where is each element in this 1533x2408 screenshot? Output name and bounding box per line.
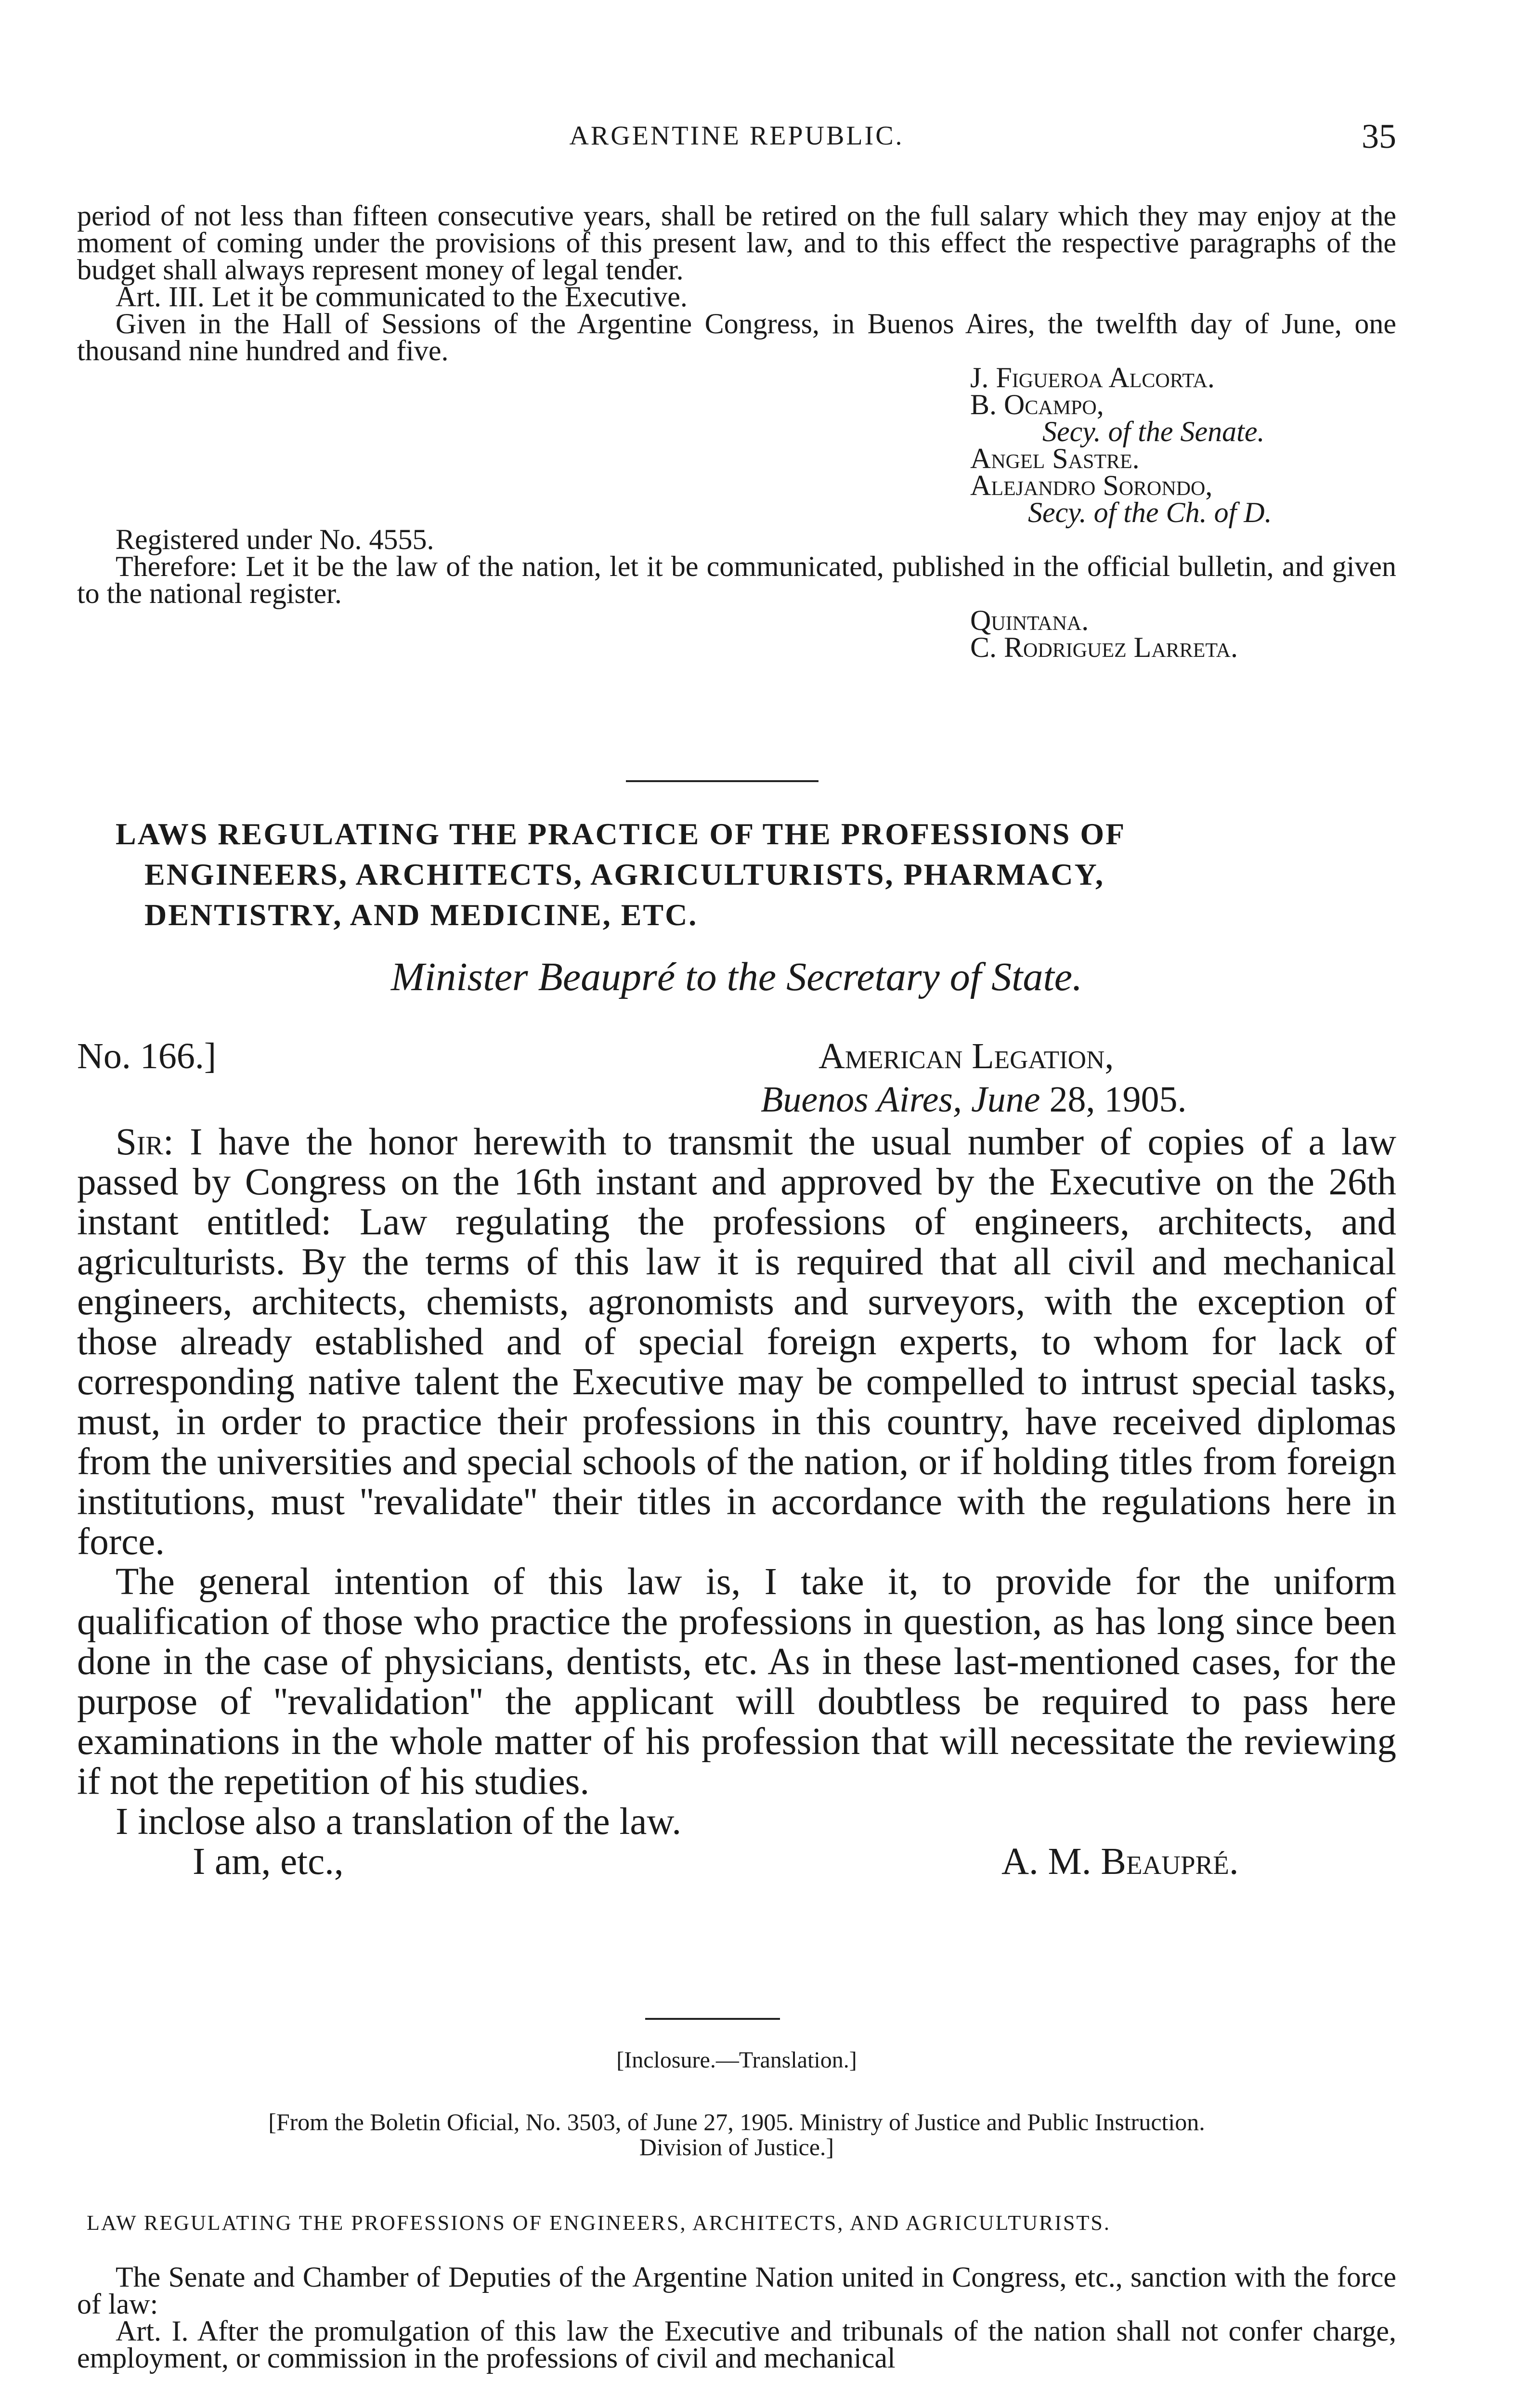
signer: A. M. Beaupré. — [1001, 1841, 1239, 1883]
document-page — [77, 0, 1396, 2408]
law-title: LAW REGULATING THE PROFESSIONS OF ENGINEERS, ARCHITECTS, AND AGRICULTURISTS. — [87, 2211, 1111, 2235]
law-body — [77, 2261, 1396, 2374]
date-number: 28, 1905. — [1049, 1079, 1187, 1120]
previous-law-conclusion — [77, 202, 1396, 661]
signature-sorondo: Alejandro Sorondo, — [970, 470, 1213, 501]
running-header — [77, 117, 1396, 159]
heading-line-2: ENGINEERS, ARCHITECTS, AGRICULTURISTS, PHARMACY, — [144, 857, 1104, 891]
inclosure-divider — [645, 2018, 780, 2020]
letter-body — [77, 1122, 1396, 1885]
legation-name: American Legation, — [818, 1036, 1114, 1076]
heading-line-3: DENTISTRY, AND MEDICINE, ETC. — [144, 898, 698, 932]
section-heading — [116, 814, 1387, 935]
letter-subtitle: Minister Beaupré to the Secretary of State. — [390, 955, 1083, 999]
paragraph-1-text: I have the honor herewith to transmit the usual number of copies of a law passed by Congress on the 16th instant and approved by the Executive on the 26th instant entitled: Law regulating the professions of engineers, architects, and agriculturists. By the terms of this law it is required that all civil and mechanical engineers, architects, chemists, agronomists and surveyors, with the exception of those already established and of special foreign experts, to whom for lack of corresponding native talent the Executive may be compelled to intrust special tasks, must, in order to practice their professions in this country, have received diplomas from the universities and special schools of the nation, or if holding titles from foreign institutions, must ''revalidate'' their titles in accordance with the regulations here in force. — [77, 1121, 1396, 1563]
letter-dateline — [77, 1035, 1396, 1122]
registered-note: Registered under No. 4555. — [116, 523, 434, 555]
place-and-date — [761, 1079, 1186, 1121]
article-three: Art. III. Let it be communicated to the Executive. — [116, 281, 688, 313]
signature-sastre: Angel Sastre. — [970, 443, 1140, 474]
closing-row — [77, 1842, 1396, 1885]
signature-figueroa: J. Figueroa Alcorta. — [970, 362, 1215, 393]
signature-title-senate: Secy. of the Senate. — [1042, 416, 1265, 447]
signature-title-chamber: Secy. of the Ch. of D. — [1028, 497, 1272, 528]
signature-larreta: C. Rodriguez Larreta. — [970, 631, 1238, 663]
letter-paragraph-1 — [77, 1122, 1396, 1562]
therefore-clause: Therefore: Let it be the law of the nation, let it be communicated, published in the official bulletin, and given to the national register. — [77, 550, 1396, 609]
given-clause: Given in the Hall of Sessions of the Argentine Congress, in Buenos Aires, the twelfth day of June, one thousand nine hundred and five. — [77, 308, 1396, 366]
letter-paragraph-3: I inclose also a translation of the law. — [116, 1801, 682, 1843]
source-line-2: Division of Justice.] — [639, 2133, 834, 2160]
law-preamble: The Senate and Chamber of Deputies of the Argentine Nation united in Congress, etc., sanction with the force of law: — [77, 2261, 1396, 2320]
page-number: 35 — [1362, 117, 1396, 156]
running-title: ARGENTINE REPUBLIC. — [569, 121, 904, 151]
source-note — [77, 2109, 1396, 2159]
congress-signatures — [970, 364, 1396, 526]
signature-ocampo: B. Ocampo, — [970, 389, 1104, 420]
letter-paragraph-2: The general intention of this law is, I take it, to provide for the uniform qualification of those who practice the professions in question, as has long since been done in the case of physicians, dentists, etc. As in these last-mentioned cases, for the purpose of ''revalidation'' the applicant will doubtless be required to pass here examinations in the whole matter of his profession that will necessitate the reviewing if not the repetition of his studies. — [77, 1561, 1396, 1803]
source-line-1: [From the Boletin Oficial, No. 3503, of June 27, 1905. Ministry of Justice and Public Instruction. — [268, 2108, 1205, 2135]
inclosure-label: [Inclosure.—Translation.] — [616, 2047, 857, 2073]
letter-number: No. 166.] — [77, 1036, 217, 1076]
paragraph-retirement: period of not less than fifteen consecutive years, shall be retired on the full salary which they may enjoy at the moment of coming under the provisions of this present law, and to this effect the respective paragraphs of the budget shall always represent money of legal tender. — [77, 200, 1396, 286]
executive-signatures — [970, 604, 1396, 663]
law-article-one: Art. I. After the promulgation of this law the Executive and tribunals of the nation shall not confer charge, employment, or commission in the professions of civil and mechanical — [77, 2315, 1396, 2374]
signature-quintana: Quintana. — [970, 604, 1089, 636]
place: Buenos Aires, June — [761, 1079, 1040, 1120]
section-divider — [626, 780, 818, 782]
closing: I am, etc., — [193, 1841, 344, 1883]
heading-line-1: LAWS REGULATING THE PRACTICE OF THE PROFESSIONS OF — [116, 817, 1126, 851]
salutation: Sir: — [116, 1121, 174, 1163]
